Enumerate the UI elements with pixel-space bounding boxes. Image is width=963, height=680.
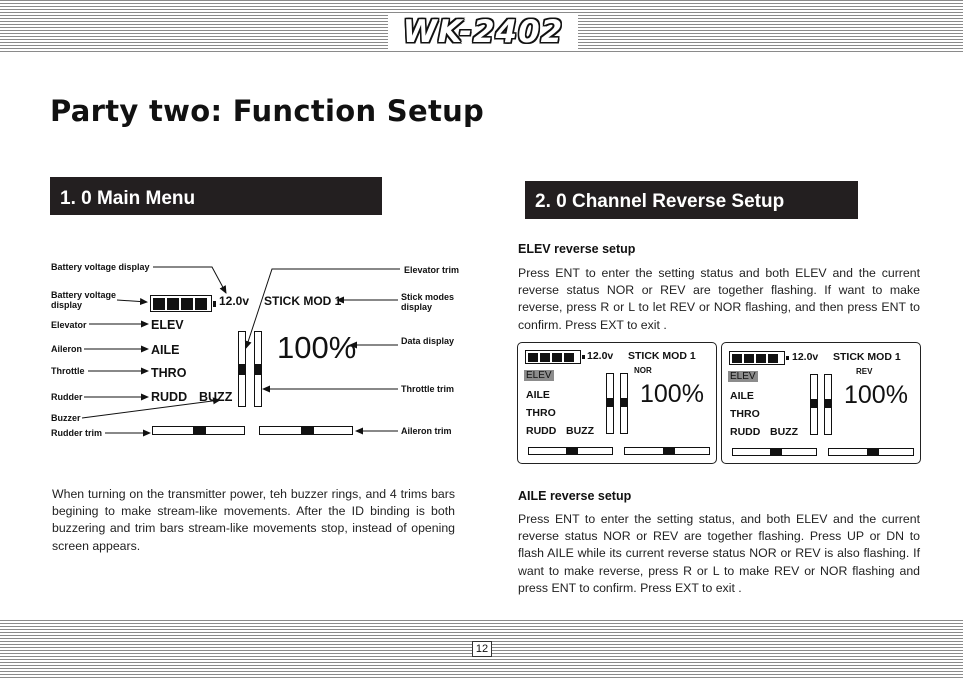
- channel-thro: THRO: [730, 408, 760, 420]
- channel-thro: THRO: [526, 407, 556, 419]
- channel-rudd: RUDD: [730, 426, 761, 438]
- channel-aile: AILE: [730, 390, 754, 402]
- section-heading-main-menu: 1. 0 Main Menu: [50, 177, 382, 215]
- trim-marker: [607, 398, 613, 407]
- stick-mode-readout: STICK MOD 1: [628, 350, 696, 362]
- channel-thro: THRO: [151, 366, 187, 380]
- aile-reverse-paragraph: Press ENT to enter the setting status, and both ELEV and the current reverse status NOR or REV are together flashing. Press UP or DN to flash AILE while its current reverse status NOR or REV is also flashing. If want to make reverse, press R or L to make REV or NOR flashing and press ENT to confirm. Press EXT to exit .: [518, 512, 920, 595]
- trim-marker: [825, 399, 831, 408]
- label-data-display: Data display: [401, 336, 455, 346]
- logo-text: WK-2402: [402, 14, 564, 50]
- battery-icon: [525, 350, 581, 364]
- battery-cell: [540, 353, 550, 362]
- channel-elev: ELEV: [151, 318, 184, 332]
- main-menu-paragraph: When turning on the transmitter power, teh buzzer rings, and 4 trims bars begining to make stream-like movements. After the ID binding is both buzzering and trim bars stream-like movements stop, instead of opening screen appears.: [52, 487, 455, 553]
- voltage-readout: 12.0v: [587, 350, 614, 362]
- trim-marker: [663, 448, 675, 454]
- battery-cell: [768, 354, 778, 363]
- rudder-trim-bar: [732, 448, 817, 456]
- battery-cell: [528, 353, 538, 362]
- battery-cell: [744, 354, 754, 363]
- voltage-readout: 12.0v: [792, 351, 819, 363]
- lcd-screen-nor: [517, 342, 717, 464]
- label-rudder-trim: Rudder trim: [51, 428, 103, 438]
- channel-rudd: RUDD: [526, 425, 557, 437]
- label-aileron: Aileron: [51, 344, 83, 354]
- trim-marker: [867, 449, 879, 455]
- channel-elev-selected: ELEV: [526, 370, 552, 381]
- elevator-trim-bar: [810, 374, 818, 435]
- battery-cell: [756, 354, 766, 363]
- battery-cell: [552, 353, 562, 362]
- channel-elev-selected: ELEV: [730, 371, 756, 382]
- label-line: Stick modes: [401, 292, 455, 302]
- label-elevator: Elevator: [51, 320, 87, 330]
- battery-cell: [732, 354, 742, 363]
- stick-mode-readout: STICK MOD 1: [264, 294, 342, 308]
- label-battery-voltage-display-top: Battery voltage display: [51, 262, 150, 272]
- battery-cell: [564, 353, 574, 362]
- data-display-value: 100%: [640, 380, 704, 408]
- data-display-value: 100%: [277, 330, 357, 365]
- label-line: Battery voltage: [51, 290, 117, 300]
- section-heading-channel-reverse: 2. 0 Channel Reverse Setup: [525, 181, 858, 219]
- buzz-indicator: BUZZ: [566, 425, 594, 437]
- stick-mode-readout: STICK MOD 1: [833, 351, 901, 363]
- label-line: display: [51, 300, 83, 310]
- aile-reverse-heading: AILE reverse setup: [518, 489, 632, 503]
- trim-marker: [566, 448, 578, 454]
- label-rudder: Rudder: [51, 392, 83, 402]
- aileron-trim-bar: [624, 447, 710, 455]
- voltage-readout: 12.0v: [219, 294, 250, 308]
- throttle-trim-bar: [824, 374, 832, 435]
- buzz-indicator: BUZZ: [199, 390, 233, 404]
- elev-reverse-paragraph: Press ENT to enter the setting status and both ELEV and the current reverse status NOR or REV are together flashing. If want to make reverse, press R or L to let REV or NOR flashing, and then press ENT to confirm. Press EXT to exit .: [518, 266, 920, 332]
- reverse-status: REV: [856, 367, 873, 376]
- trim-marker: [811, 399, 817, 408]
- lcd-screen-rev: [721, 342, 921, 464]
- elev-reverse-heading: ELEV reverse setup: [518, 242, 636, 256]
- label-throttle-trim: Throttle trim: [401, 384, 454, 394]
- aileron-trim-bar: [828, 448, 914, 456]
- page-number: 12: [472, 641, 492, 657]
- channel-aile: AILE: [151, 343, 180, 357]
- label-line: display: [401, 302, 433, 312]
- channel-aile: AILE: [526, 389, 550, 401]
- label-throttle: Throttle: [51, 366, 85, 376]
- trim-marker: [770, 449, 782, 455]
- label-elevator-trim: Elevator trim: [404, 265, 460, 275]
- battery-icon: [729, 351, 785, 365]
- elevator-trim-bar: [606, 373, 614, 434]
- page-title: Party two: Function Setup: [50, 94, 485, 128]
- channel-rudd: RUDD: [151, 390, 188, 404]
- buzz-indicator: BUZZ: [770, 426, 798, 438]
- rudder-trim-bar: [528, 447, 613, 455]
- trim-marker: [621, 398, 627, 407]
- data-display-value: 100%: [844, 381, 908, 409]
- throttle-trim-bar: [620, 373, 628, 434]
- label-buzzer: Buzzer: [51, 413, 81, 423]
- reverse-status: NOR: [634, 366, 652, 375]
- label-aileron-trim: Aileron trim: [401, 426, 452, 436]
